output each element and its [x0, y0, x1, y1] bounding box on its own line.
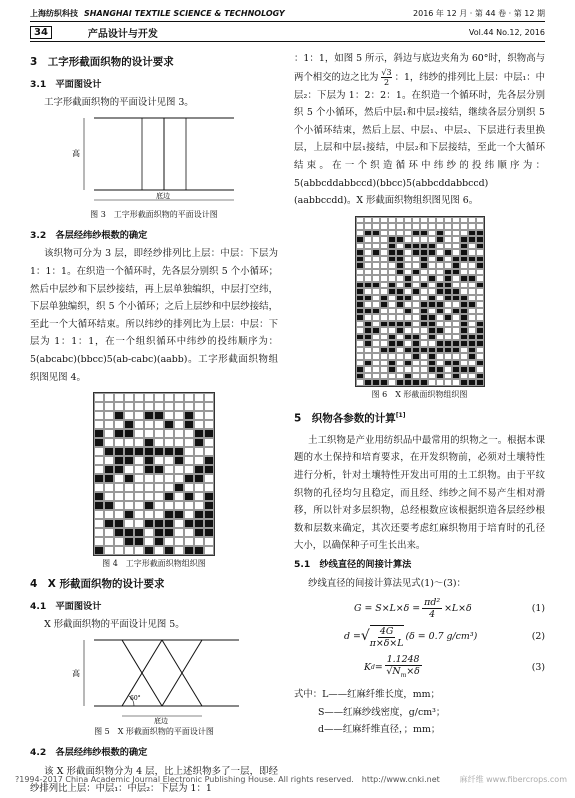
weave-cell: [124, 456, 134, 465]
weave-cell: [114, 519, 124, 528]
header-rule-2: [30, 41, 545, 42]
weave-cell: [124, 447, 134, 456]
weave-cell: [144, 474, 154, 483]
weave-cell: [124, 429, 134, 438]
weave-cell: [134, 519, 144, 528]
weave-cell: [412, 379, 420, 386]
weave-cell: [174, 465, 184, 474]
weave-cell: [204, 411, 214, 420]
weave-cell: [114, 492, 124, 501]
weave-cell: [94, 546, 104, 555]
paragraph-5-1: 纱线直径的间接计算法见式(1)～(3)：: [308, 577, 466, 589]
weave-cell: [144, 429, 154, 438]
weave-cell: [428, 379, 436, 386]
paragraph-5: 土工织物是产业用纺织品中最常用的织物之一。根据本课题的水土保持和培育要求，在开发织物前，必须对土壤特性进行分析，针对土壤特性开发出可用的土工织物。由于平纹织物的孔径均匀且稳定，而且经、纬纱之间不易产生相对滑移，所以针对多层织物，总经根数应该根据织造各层经纱根数和层数来确定，其次还要考虑红麻织物用于培育时的孔径大小，以确保种子可生长出来。: [294, 434, 545, 552]
running-header: [30, 7, 545, 19]
weave-cell: [184, 483, 194, 492]
equation-2: d = √ 4G π×δ×L (δ = 0.7 g/cm³) (2): [344, 626, 545, 650]
weave-cell: [154, 438, 164, 447]
weave-cell: [134, 402, 144, 411]
weave-cell: [144, 510, 154, 519]
weave-cell: [134, 429, 144, 438]
definition-line-3: d——红麻纤维直径，；mm；: [318, 724, 441, 736]
weave-cell: [94, 393, 104, 402]
weave-cell: [204, 483, 214, 492]
weave-cell: [204, 393, 214, 402]
weave-cell: [174, 510, 184, 519]
weave-cell: [468, 379, 476, 386]
weave-cell: [184, 411, 194, 420]
equation-1: G = S×L×δ = $\frac{\text{πd²}}{4}$ ×L×δ (1): [354, 597, 545, 621]
weave-cell: [104, 429, 114, 438]
weave-cell: [94, 474, 104, 483]
weave-cell: [124, 465, 134, 474]
weave-cell: [184, 492, 194, 501]
weave-cell: [154, 393, 164, 402]
weave-cell: [104, 456, 114, 465]
weave-cell: [144, 546, 154, 555]
weave-cell: [174, 474, 184, 483]
weave-cell: [94, 411, 104, 420]
weave-cell: [204, 501, 214, 510]
weave-cell: [154, 483, 164, 492]
weave-cell: [94, 429, 104, 438]
weave-cell: [104, 510, 114, 519]
weave-cell: [204, 438, 214, 447]
weave-cell: [104, 465, 114, 474]
journal-title: 上海纺织科技 SHANGHAI TEXTILE SCIENCE & TECHNOLOGY: [30, 8, 285, 18]
ratio-fraction: $\frac{√3}{2}$: [381, 67, 392, 87]
weave-cell: [124, 537, 134, 546]
fig3-height-label: 高: [72, 148, 80, 158]
weave-cell: [184, 465, 194, 474]
subsection-heading-4-1: 4.1 平面图设计: [30, 600, 102, 612]
weave-cell: [134, 546, 144, 555]
weave-cell: [204, 528, 214, 537]
weave-cell: [194, 501, 204, 510]
copyright-footer: ?1994-2017 China Academic Journal Electronic Publishing House. All rights reserved. http://www.cnki.net: [15, 775, 440, 784]
subsection-heading-3-2: 3.2 各层经纬纱根数的确定: [30, 229, 148, 241]
weave-cell: [194, 465, 204, 474]
weave-cell: [204, 510, 214, 519]
figure-4-caption: 图 4 工字形截面织物组织图: [102, 559, 206, 569]
weave-cell: [174, 492, 184, 501]
weave-cell: [204, 474, 214, 483]
weave-cell: [144, 402, 154, 411]
paragraph-3-2: 该织物可分为 3 层，即经纱排列比上层：中层：下层为 1：1：1。在织造一个循环时，先各层分别织 5 个小循环；然后中层纱和下层纱接结，再上层单独编织，中层打空纬，下层单独编织，织 5 个小循环；之后上层纱和中层纱接结，至此一个大循环结束。所以纬纱的排列比为上层：中层：下层为 1：1：1，在一个组织循环中纬纱的投纬顺序为：5(abcabc)(bbcc)5(ab-cabc)(aabb)。工字形截面织物组织图见图 4。: [30, 248, 278, 383]
fig5-angle-label: 60°: [130, 694, 141, 702]
weave-cell: [184, 546, 194, 555]
weave-cell: [94, 438, 104, 447]
weave-cell: [194, 420, 204, 429]
weave-cell: [184, 456, 194, 465]
weave-cell: [94, 402, 104, 411]
weave-cell: [134, 510, 144, 519]
figure-3-diagram: [54, 112, 254, 207]
weave-cell: [174, 483, 184, 492]
weave-cell: [154, 474, 164, 483]
weave-cell: [204, 447, 214, 456]
weave-cell: [104, 492, 114, 501]
weave-cell: [204, 519, 214, 528]
weave-cell: [114, 474, 124, 483]
weave-cell: [436, 379, 444, 386]
weave-cell: [194, 447, 204, 456]
weave-cell: [114, 501, 124, 510]
figure-5-diagram: [54, 634, 254, 724]
weave-cell: [144, 411, 154, 420]
weave-cell: [154, 420, 164, 429]
weave-cell: [184, 420, 194, 429]
paragraph-4-2: 该 X 形截面织物分为 4 层，比上述织物多了一层，即经纱排列比上层：中层₁：中层₂：下层为 1：1: [30, 765, 278, 795]
weave-cell: [134, 438, 144, 447]
weave-cell: [104, 411, 114, 420]
weave-cell: [194, 528, 204, 537]
figure-4-weave-grid: [93, 392, 215, 556]
weave-cell: [184, 528, 194, 537]
weave-cell: [164, 474, 174, 483]
issue-info: 2016 年 12 月 · 第 44 卷 · 第 12 期: [413, 8, 545, 18]
right-column: [294, 50, 545, 739]
weave-cell: [184, 519, 194, 528]
weave-cell: [164, 519, 174, 528]
left-column: [30, 50, 278, 798]
weave-cell: [114, 438, 124, 447]
equation-3: K d = $\frac{1.1248}{√N_m\times\delta}$ (3): [364, 654, 545, 680]
weave-cell: [164, 402, 174, 411]
weave-cell: [174, 537, 184, 546]
weave-cell: [134, 483, 144, 492]
paragraph-4-1: X 形截面织物的平面设计见图 5。: [44, 619, 185, 631]
weave-cell: [94, 420, 104, 429]
weave-cell: [174, 546, 184, 555]
weave-cell: [114, 402, 124, 411]
fig5-base-label: 底边: [154, 716, 168, 724]
weave-cell: [194, 510, 204, 519]
fig3-base-label: 底边: [156, 191, 170, 200]
weave-cell: [204, 429, 214, 438]
weave-cell: [154, 510, 164, 519]
figure-5-caption: 图 5 X 形截面织物的平面设计图: [94, 726, 214, 736]
weave-cell: [154, 492, 164, 501]
weave-cell: [114, 546, 124, 555]
weave-cell: [134, 411, 144, 420]
weave-cell: [184, 501, 194, 510]
weave-cell: [94, 492, 104, 501]
weave-cell: [94, 501, 104, 510]
weave-cell: [144, 492, 154, 501]
weave-cell: [184, 402, 194, 411]
weave-cell: [164, 447, 174, 456]
weave-cell: [104, 501, 114, 510]
weave-cell: [124, 528, 134, 537]
weave-cell: [124, 411, 134, 420]
weave-cell: [164, 528, 174, 537]
page-number: 34: [30, 26, 52, 39]
weave-cell: [194, 393, 204, 402]
weave-cell: [174, 519, 184, 528]
weave-cell: [144, 528, 154, 537]
weave-cell: [194, 474, 204, 483]
weave-cell: [184, 393, 194, 402]
weave-cell: [174, 402, 184, 411]
weave-cell: [144, 447, 154, 456]
weave-cell: [194, 546, 204, 555]
weave-cell: [184, 438, 194, 447]
weave-cell: [104, 537, 114, 546]
weave-cell: [124, 474, 134, 483]
weave-cell: [174, 447, 184, 456]
weave-cell: [476, 379, 484, 386]
weave-cell: [164, 501, 174, 510]
weave-cell: [396, 379, 404, 386]
weave-cell: [134, 456, 144, 465]
weave-cell: [114, 510, 124, 519]
weave-cell: [420, 379, 428, 386]
weave-cell: [134, 465, 144, 474]
weave-cell: [174, 393, 184, 402]
weave-cell: [134, 420, 144, 429]
weave-cell: [114, 537, 124, 546]
weave-cell: [144, 420, 154, 429]
weave-cell: [164, 429, 174, 438]
weave-cell: [104, 393, 114, 402]
section-heading-4: 4 X 形截面织物的设计要求: [30, 578, 165, 591]
weave-cell: [184, 510, 194, 519]
weave-cell: [444, 379, 452, 386]
weave-cell: [134, 492, 144, 501]
weave-cell: [164, 420, 174, 429]
weave-cell: [174, 420, 184, 429]
weave-cell: [144, 465, 154, 474]
weave-cell: [404, 379, 412, 386]
weave-cell: [174, 429, 184, 438]
weave-cell: [144, 456, 154, 465]
weave-cell: [94, 456, 104, 465]
paragraph-3-1: 工字形截面织物的平面设计见图 3。: [44, 97, 194, 109]
weave-cell: [94, 519, 104, 528]
watermark: 麻纤维 www.fibercrops.com: [459, 775, 567, 784]
weave-cell: [124, 501, 134, 510]
weave-cell: [134, 528, 144, 537]
weave-cell: [114, 483, 124, 492]
weave-cell: [114, 528, 124, 537]
weave-cell: [372, 379, 380, 386]
weave-cell: [174, 438, 184, 447]
weave-cell: [174, 501, 184, 510]
weave-cell: [134, 447, 144, 456]
weave-cell: [194, 492, 204, 501]
weave-cell: [204, 465, 214, 474]
weave-cell: [184, 429, 194, 438]
weave-cell: [164, 546, 174, 555]
weave-cell: [154, 528, 164, 537]
weave-cell: [144, 393, 154, 402]
weave-cell: [104, 402, 114, 411]
weave-cell: [194, 519, 204, 528]
weave-cell: [164, 492, 174, 501]
weave-cell: [124, 519, 134, 528]
section-header: [30, 25, 545, 39]
weave-cell: [134, 393, 144, 402]
definition-line-2: S——红麻纱线密度，g/cm³；: [318, 706, 446, 718]
weave-cell: [104, 519, 114, 528]
weave-cell: [154, 456, 164, 465]
section-heading-3: 3 工字形截面织物的设计要求: [30, 56, 174, 68]
weave-cell: [164, 483, 174, 492]
subsection-heading-3-1: 3.1 平面图设计: [30, 78, 102, 90]
weave-cell: [154, 411, 164, 420]
weave-cell: [174, 411, 184, 420]
weave-cell: [94, 483, 104, 492]
weave-cell: [154, 537, 164, 546]
weave-cell: [114, 429, 124, 438]
weave-cell: [194, 537, 204, 546]
section-heading-5: 5 织物各参数的计算[1]: [294, 411, 406, 425]
weave-cell: [124, 420, 134, 429]
weave-cell: [144, 483, 154, 492]
paragraph-4-2-cont: ：1：1，如图 5 所示，斜边与底边夹角为 60°时，织物高与两个相交的边之比为 $\frac{√3}{2}$ ：1，纬纱的排列比上层：中层₁：中层₂：下层为 1：2：2：1。在织造一个循环时，先各层分别织 5 个小循环，然后中层₁和中层₂接结，继续各层分别织 5 个小循环结束，然后上层、中层₁、中层₂、下层进行表里换层，上层和中层₁接结，中层₂和下层接结，至此一个大循环结束。在一个织造循环中纬纱的投纬顺序为：5(abbcddabbccd)(bbcc)5(abbcddabbccd)(aabbccdd)。X 形截面织物组织图见图 6。: [294, 53, 545, 207]
weave-cell: [194, 429, 204, 438]
weave-cell: [124, 393, 134, 402]
weave-cell: [124, 510, 134, 519]
weave-cell: [204, 456, 214, 465]
weave-cell: [204, 420, 214, 429]
weave-cell: [144, 438, 154, 447]
weave-cell: [124, 492, 134, 501]
weave-cell: [154, 447, 164, 456]
weave-cell: [164, 456, 174, 465]
figure-3-caption: 图 3 工字形截面织物的平面设计图: [90, 209, 218, 219]
weave-cell: [154, 519, 164, 528]
weave-cell: [164, 438, 174, 447]
subsection-heading-5-1: 5.1 纱线直径的间接计算法: [294, 559, 412, 570]
weave-cell: [204, 492, 214, 501]
weave-cell: [356, 379, 364, 386]
weave-cell: [194, 438, 204, 447]
weave-cell: [194, 456, 204, 465]
figure-6-caption: 图 6 X 形截面织物组织图: [371, 389, 468, 399]
weave-cell: [134, 537, 144, 546]
volume-info: Vol.44 No.12, 2016: [468, 27, 545, 37]
subsection-heading-4-2: 4.2 各层经纬纱根数的确定: [30, 746, 148, 758]
weave-cell: [94, 465, 104, 474]
weave-cell: [154, 501, 164, 510]
weave-cell: [364, 379, 372, 386]
weave-cell: [104, 447, 114, 456]
section-name: 产品设计与开发: [87, 28, 158, 40]
weave-cell: [184, 447, 194, 456]
weave-cell: [114, 420, 124, 429]
definition-line-1: 式中：L——红麻纤维长度，mm；: [294, 689, 440, 701]
weave-cell: [154, 546, 164, 555]
weave-cell: [114, 393, 124, 402]
weave-cell: [104, 420, 114, 429]
weave-cell: [184, 474, 194, 483]
weave-cell: [452, 379, 460, 386]
weave-cell: [134, 501, 144, 510]
weave-cell: [94, 447, 104, 456]
weave-cell: [104, 528, 114, 537]
weave-cell: [164, 411, 174, 420]
weave-cell: [204, 546, 214, 555]
weave-cell: [164, 393, 174, 402]
weave-cell: [114, 447, 124, 456]
weave-cell: [204, 537, 214, 546]
weave-cell: [124, 546, 134, 555]
weave-cell: [154, 465, 164, 474]
weave-cell: [164, 510, 174, 519]
weave-cell: [174, 456, 184, 465]
weave-cell: [124, 438, 134, 447]
weave-cell: [154, 402, 164, 411]
weave-cell: [114, 456, 124, 465]
weave-cell: [164, 465, 174, 474]
weave-cell: [380, 379, 388, 386]
weave-cell: [174, 528, 184, 537]
weave-cell: [124, 483, 134, 492]
weave-cell: [114, 465, 124, 474]
weave-cell: [194, 483, 204, 492]
weave-cell: [460, 379, 468, 386]
weave-cell: [104, 483, 114, 492]
weave-cell: [134, 474, 144, 483]
weave-cell: [144, 519, 154, 528]
weave-cell: [94, 537, 104, 546]
weave-cell: [204, 402, 214, 411]
weave-cell: [94, 510, 104, 519]
weave-cell: [104, 546, 114, 555]
weave-cell: [194, 402, 204, 411]
weave-cell: [104, 474, 114, 483]
weave-cell: [114, 411, 124, 420]
weave-cell: [144, 501, 154, 510]
weave-cell: [144, 537, 154, 546]
weave-cell: [94, 528, 104, 537]
header-rule: [30, 21, 545, 22]
weave-cell: [154, 429, 164, 438]
weave-cell: [194, 411, 204, 420]
weave-cell: [184, 537, 194, 546]
weave-cell: [388, 379, 396, 386]
weave-cell: [124, 402, 134, 411]
weave-cell: [104, 438, 114, 447]
weave-cell: [164, 537, 174, 546]
figure-6-weave-grid: [355, 216, 485, 387]
fig5-height-label: 高: [72, 668, 80, 678]
